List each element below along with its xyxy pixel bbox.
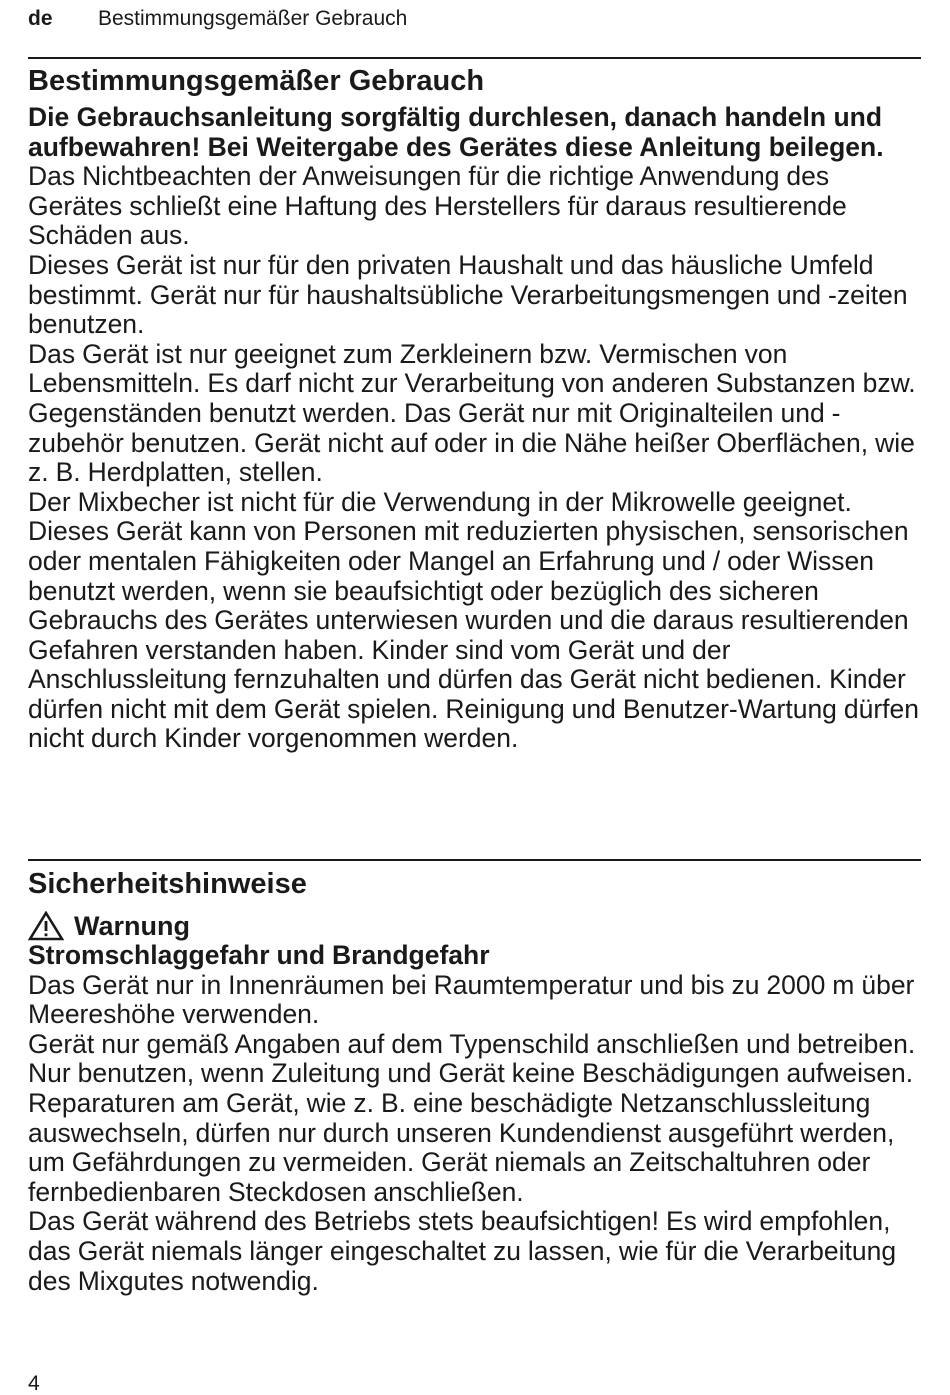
section-divider-safety bbox=[28, 859, 921, 861]
language-code: de bbox=[28, 7, 53, 30]
paragraph: Das Gerät ist nur geeignet zum Zerkleinern bzw. Vermischen von Lebensmitteln. Es darf nicht zur Verarbeitung von anderen Substanzen bzw. Gegenständen benutzt werden. Das Gerät nur mit Originalteilen und -zubehör benutzen. Gerät nicht auf oder in die Nähe heißer Oberflächen, wie z. B. Herdplatten, stellen. bbox=[28, 338, 916, 488]
section-safety bbox=[28, 869, 923, 1296]
paragraph: Das Nichtbeachten der Anweisungen für die richtige Anwendung des Gerätes schließt eine Haftung des Herstellers für daraus resultierende Schäden aus. bbox=[28, 161, 847, 251]
running-header-title: Bestimmungsgemäßer Gebrauch bbox=[98, 7, 408, 30]
section-divider-top bbox=[28, 57, 921, 59]
paragraph: Das Gerät nur in Innenräumen bei Raumtemperatur und bis zu 2000 m über Meereshöhe verwenden. bbox=[28, 969, 915, 1030]
section-heading-intended-use: Bestimmungsgemäßer Gebrauch bbox=[28, 65, 485, 97]
paragraph: Dieses Gerät ist nur für den privaten Haushalt und das häusliche Umfeld bestimmt. Gerät nur für haushaltsübliche Verarbeitungsmengen und -zeiten benutzen. bbox=[28, 249, 908, 340]
warning-label: Warnung bbox=[74, 911, 190, 941]
page-number: 4 bbox=[28, 1372, 40, 1395]
paragraph: Das Gerät während des Betriebs stets beaufsichtigen! Es wird empfohlen, das Gerät niemals länger eingeschaltet zu lassen, wie für die Verarbeitung des Mixgutes notwendig. bbox=[28, 1206, 897, 1296]
section-intended-use bbox=[28, 66, 923, 754]
running-header bbox=[28, 6, 407, 32]
warning-triangle-icon bbox=[28, 911, 64, 941]
hazard-subheading: Stromschlaggefahr und Brandgefahr bbox=[28, 940, 490, 970]
paragraph: Der Mixbecher ist nicht für die Verwendung in der Mikrowelle geeignet. bbox=[28, 486, 852, 517]
paragraph: Dieses Gerät kann von Personen mit reduzierten physischen, sensorischen oder mentalen Fähigkeiten oder Mangel an Erfahrung und / oder Wissen benutzt werden, wenn sie beaufsichtigt oder bezüglich des sicheren Gebrauchs des Gerätes unterwiesen wurden und die daraus resultierenden Gefahren verstanden haben. Kinder sind vom Gerät und der Anschlussleitung fernzuhalten und dürfen das Gerät nicht bedienen. Kinder dürfen nicht mit dem Gerät spielen. Reinigung und Benutzer-Wartung dürfen nicht durch Kinder vorgenommen werden. bbox=[28, 516, 920, 754]
warning-row bbox=[28, 911, 923, 941]
paragraph: Gerät nur gemäß Angaben auf dem Typenschild anschließen und betreiben. Nur benutzen, wenn Zuleitung und Gerät keine Beschädigungen aufweisen. Reparaturen am Gerät, wie z. B. eine beschädigte Netzanschlussleitung auswechseln, dürfen nur durch unseren Kundendienst ausgeführt werden, um Gefährdungen zu vermeiden. Gerät niemals an Zeitschaltuhren oder fernbedienbaren Steckdosen anschließen. bbox=[28, 1028, 916, 1207]
section-heading-safety: Sicherheitshinweise bbox=[28, 868, 307, 900]
intro-bold-paragraph: Die Gebrauchsanleitung sorgfältig durchlesen, danach handeln und aufbewahren! Bei Weitergabe des Gerätes diese Anleitung beilegen. bbox=[28, 102, 884, 162]
